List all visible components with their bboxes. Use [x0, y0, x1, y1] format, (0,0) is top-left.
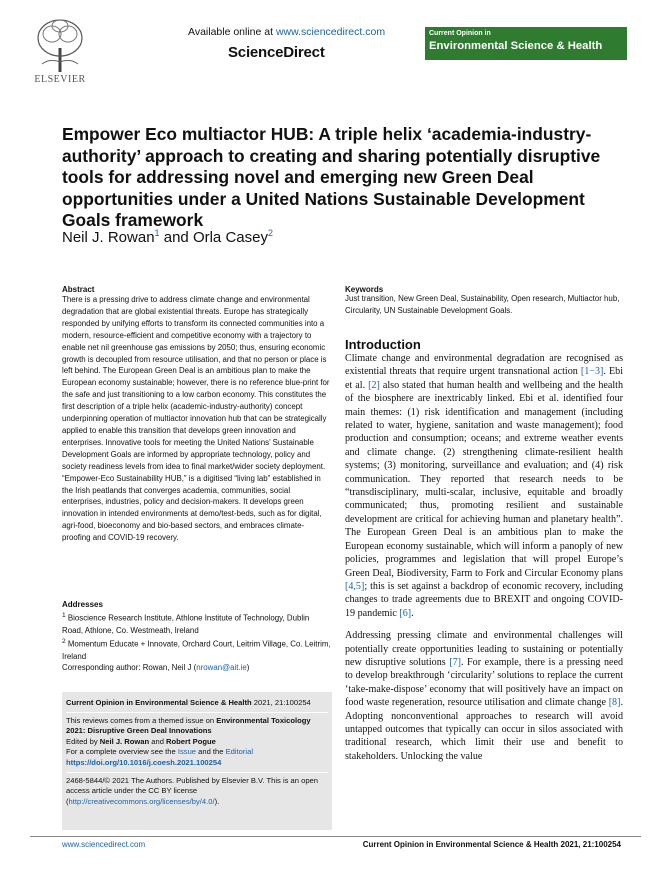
journal-citation-name: Current Opinion in Environmental Science & Health: [66, 698, 252, 707]
license-link[interactable]: http://creativecommons.org/licenses/by/4.0/: [68, 796, 215, 806]
platform-name: ScienceDirect: [228, 44, 325, 61]
intro-paragraph-2: Addressing pressing climate and environmental challenges will potentially create opportunities leading to sustaining or potentially new disruptive solutions [7]. For example, there is a pressing need to develop breakthrough ‘circularity’ solutions to replace the current ‘take-make-dispose’ economy that will positively have an impact on food waste regeneration, resource utilisation and climate change [8]. Adopting nonconventional approaches to research will avoid untapped outcomes that typically can occur in silos associated with traditional research, which limit their use and benefit to stakeholders. Unlocking the value: [345, 630, 623, 762]
intro-paragraph-1: Climate change and environmental degradation are recognised as existential threats that require urgent transnational action [1−3]. Ebi et al. [2] also stated that human health and wellbeing and the health of the biosphere are inextricably linked. Ebi et al. identified four main themes: (1) risk identification and management (including related to water, hygiene, sanitation and waste management); food production and consumption; oceans; and extreme weather events and climate change. (2) strengthening climate-resilient health systems; (3) monitoring, surveillance and evaluation; and (4) risk communication. They reported that research needs to be “transdisciplinary, multi-scalar, inclusive, equitable and broadly communicated; thus, promoting resilient and sustainable development are critical for achieving human and planetary health”. The European Green Deal is an ambitious plan to make the European economy sustainable, which will inform a panoply of new policies, programmes and legislation that will propel Europe’s Green Deal, Biodiversity, Farm to Fork and Circular Economy plans [4,5]; this is set against a backdrop of economic recovery, including changes to trade agreements due to BREXIT and ongoing COVID-19 pandemic [6].: [345, 353, 623, 619]
footer-citation: Current Opinion in Environmental Science & Health 2021, 21:100254: [362, 840, 621, 849]
introduction-body: [345, 352, 623, 772]
citation-ref[interactable]: [8]: [608, 697, 621, 709]
author-2-affiliation[interactable]: 2: [267, 228, 273, 238]
editor-1: Neil J. Rowan: [99, 736, 150, 746]
addresses-heading: Addresses: [62, 600, 103, 609]
keywords-heading: Keywords: [345, 285, 384, 294]
sciencedirect-link[interactable]: www.sciencedirect.com: [275, 26, 386, 38]
editor-2: Robert Pogue: [166, 736, 216, 746]
author-1: Neil J. Rowan: [62, 229, 155, 246]
journal-banner: [425, 27, 627, 60]
issue-link[interactable]: Issue: [177, 747, 197, 757]
address-1: $^1$ Bioscience Research Institute, Athlone Institute of Technology, Dublin Road, Athlone, Co. Westmeath, Ireland: [62, 612, 310, 635]
citation-line: Current Opinion in Environmental Science & Health 2021, 21:100254: [66, 698, 311, 707]
citation-ref[interactable]: [1−3]: [580, 366, 604, 378]
abstract-heading: Abstract: [62, 285, 95, 294]
publisher-logo-text: ELSEVIER: [34, 74, 86, 85]
citation-ref[interactable]: [7]: [449, 656, 461, 668]
overview-line: For a complete overview see the Issue and the Editorial: [66, 747, 254, 757]
corresponding-author: Corresponding author: Rowan, Neil J (nrowan@ait.ie): [62, 663, 250, 672]
license-line: 2468-5844/© 2021 The Authors. Published by Elsevier B.V. This is an open access article under the CC BY license (http://creativecommons.org/licenses/by/4.0/).: [66, 775, 318, 806]
article-info-box: [62, 692, 332, 830]
abstract-section: [62, 285, 332, 544]
availability-line: [188, 26, 385, 38]
journal-name: Environmental Science & Health: [429, 40, 603, 52]
introduction-heading: Introduction: [345, 337, 421, 352]
editorial-link[interactable]: Editorial: [225, 747, 254, 757]
address-2-sup: 2: [62, 638, 66, 646]
keywords-text: Just transition, New Green Deal, Sustainability, Open research, Multiactor hub, Circularity, UN Sustainable Development Goals.: [345, 294, 620, 315]
citation-ref[interactable]: [2]: [368, 379, 380, 391]
editors-line: Edited by Neil J. Rowan and Robert Pogue: [66, 736, 216, 746]
journal-prefix: Current Opinion in: [429, 30, 491, 37]
abstract-text: There is a pressing drive to address climate change and environmental degradation that are global existential threats. Europe has strategically responded by unifying efforts to transform its connected communities into a modern, resource-efficient and competitive economy with a trajectory to enable net nil greenhouse gas emissions by 2050; thus, ensuring economic growth is decoupled from resource utilisation, and that no person or place is left behind. The European Green Deal is an ambitious plan to make the European economy sustainable; however, there is no reference blue-print for the safe and just transitioning to a low carbon economy. This constitutes the first description of a triple helix (academic-industry-authority) concept underpinning operation of multiactor innovation hub that can be strategically applied to enable this transition that develops green innovation and enterprises. Innovative tools for meeting the United Nations’ Sustainable Development Goals are informed by appropriate technology, policy and society readiness levels from idea to final market/wider society deployment. “Empower-Eco Sustainability HUB,” is a digitised “living lab” established in the Irish peatlands that converges academia, communities, social enterprises, industries, policy and decision-makers. It develops green innovation in intended environments at demo/test-beds, such as for digital, agri-food, bioeconomy and bio-based sectors, and embraces climate-proofing and COVID-19 recovery.: [62, 295, 330, 543]
author-2: Orla Casey: [192, 229, 268, 246]
citation-ref[interactable]: [4,5]: [345, 580, 365, 592]
article-title: Empower Eco multiactor HUB: A triple helix ‘academia-industry-authority’ approach to creating and sharing potentially disruptive tools for addressing novel and emerging new Green Deal opportunities under a United Nations Sustainable Development Goals framework: [62, 124, 601, 230]
doi-link[interactable]: https://doi.org/10.1016/j.coesh.2021.100254: [66, 757, 222, 767]
author-conjunction: and: [159, 229, 193, 246]
address-2: $^2$ Momentum Educate + Innovate, Orchard Court, Leitrim Village, Co. Leitrim, Ireland: [62, 638, 331, 661]
author-1-affiliation[interactable]: 1: [154, 228, 160, 238]
corresponding-email-link[interactable]: nrowan@ait.ie: [196, 663, 247, 672]
footer-website[interactable]: www.sciencedirect.com: [62, 840, 146, 849]
author-line: [62, 228, 273, 246]
address-1-sup: 1: [62, 612, 66, 619]
addresses-list: [62, 610, 332, 663]
citation-ref[interactable]: [6]: [399, 607, 412, 619]
themed-issue-line: This reviews comes from a themed issue on Environmental Toxicology 2021: Disruptive Green Deal Innovations: [66, 715, 311, 736]
footer-rule: [30, 836, 641, 837]
availability-prefix: Available online at: [188, 26, 276, 38]
themed-issue-name: Environmental Toxicology 2021: Disruptive Green Deal Innovations: [66, 715, 311, 736]
